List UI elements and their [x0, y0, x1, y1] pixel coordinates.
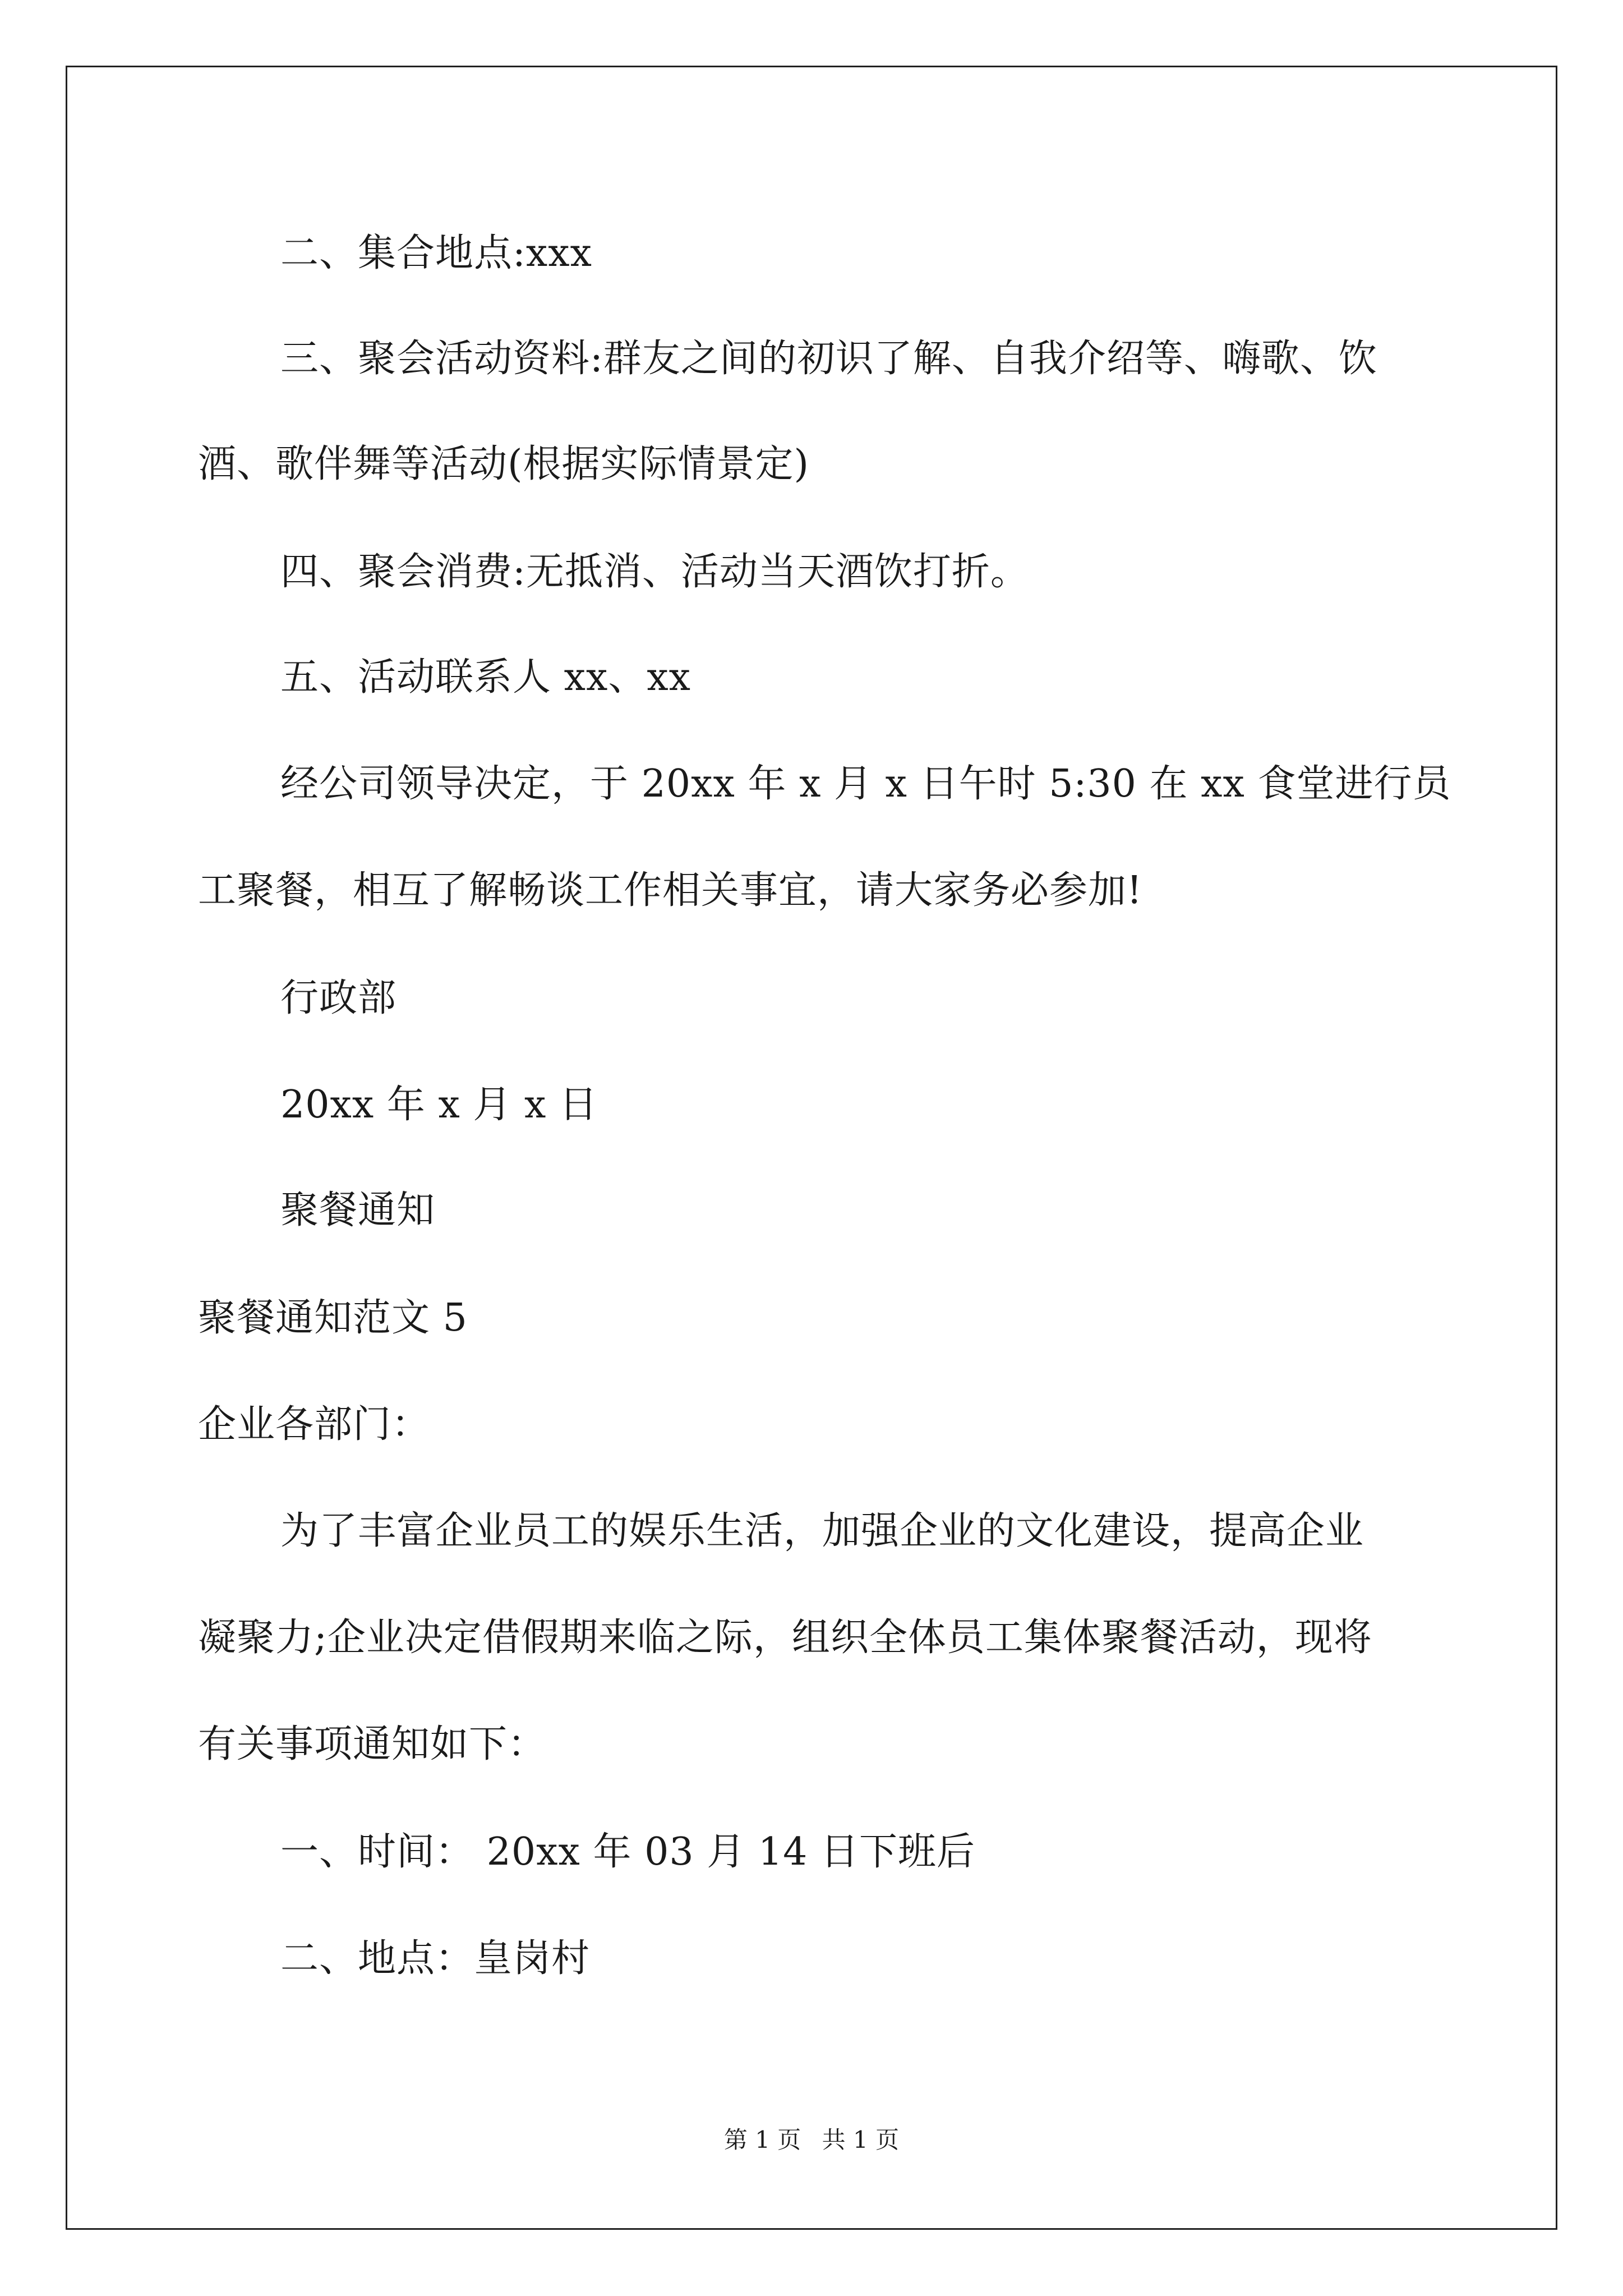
- text-line: 四、聚会消费:无抵消、活动当天酒饮打折。: [280, 550, 1029, 594]
- text-line: 聚餐通知: [280, 1188, 436, 1232]
- page-border: [66, 66, 1557, 2230]
- text-line: 凝聚力;企业决定借假期来临之际，组织全体员工集体聚餐活动，现将: [198, 1616, 1372, 1660]
- text-line: 酒、歌伴舞等活动(根据实际情景定): [198, 442, 810, 486]
- page-number: 第 1 页: [723, 2126, 801, 2154]
- section-heading: 聚餐通知范文 5: [198, 1296, 468, 1340]
- text-line: 二、地点：皇岗村: [280, 1936, 591, 1981]
- text-line: 经公司领导决定，于 20xx 年 x 月 x 日午时 5:30 在 xx 食堂进行员: [280, 762, 1451, 806]
- text-line: 工聚餐，相互了解畅谈工作相关事宜，请大家务必参加!: [198, 868, 1143, 913]
- salutation: 企业各部门：: [198, 1402, 431, 1447]
- signature-department: 行政部: [280, 976, 397, 1020]
- text-line: 为了丰富企业员工的娱乐生活，加强企业的文化建设，提高企业: [280, 1509, 1364, 1553]
- page-footer: [0, 2126, 1623, 2154]
- text-line: 三、聚会活动资料:群友之间的初识了解、自我介绍等、嗨歌、饮: [280, 337, 1377, 381]
- signature-date: 20xx 年 x 月 x 日: [280, 1083, 598, 1127]
- page-total: 共 1 页: [822, 2126, 900, 2154]
- text-line: 有关事项通知如下：: [198, 1722, 547, 1766]
- text-line: 一、时间： 20xx 年 03 月 14 日下班后: [280, 1830, 975, 1874]
- text-line: 二、集合地点:xxx: [280, 231, 592, 275]
- text-line: 五、活动联系人 xx、xx: [280, 655, 691, 700]
